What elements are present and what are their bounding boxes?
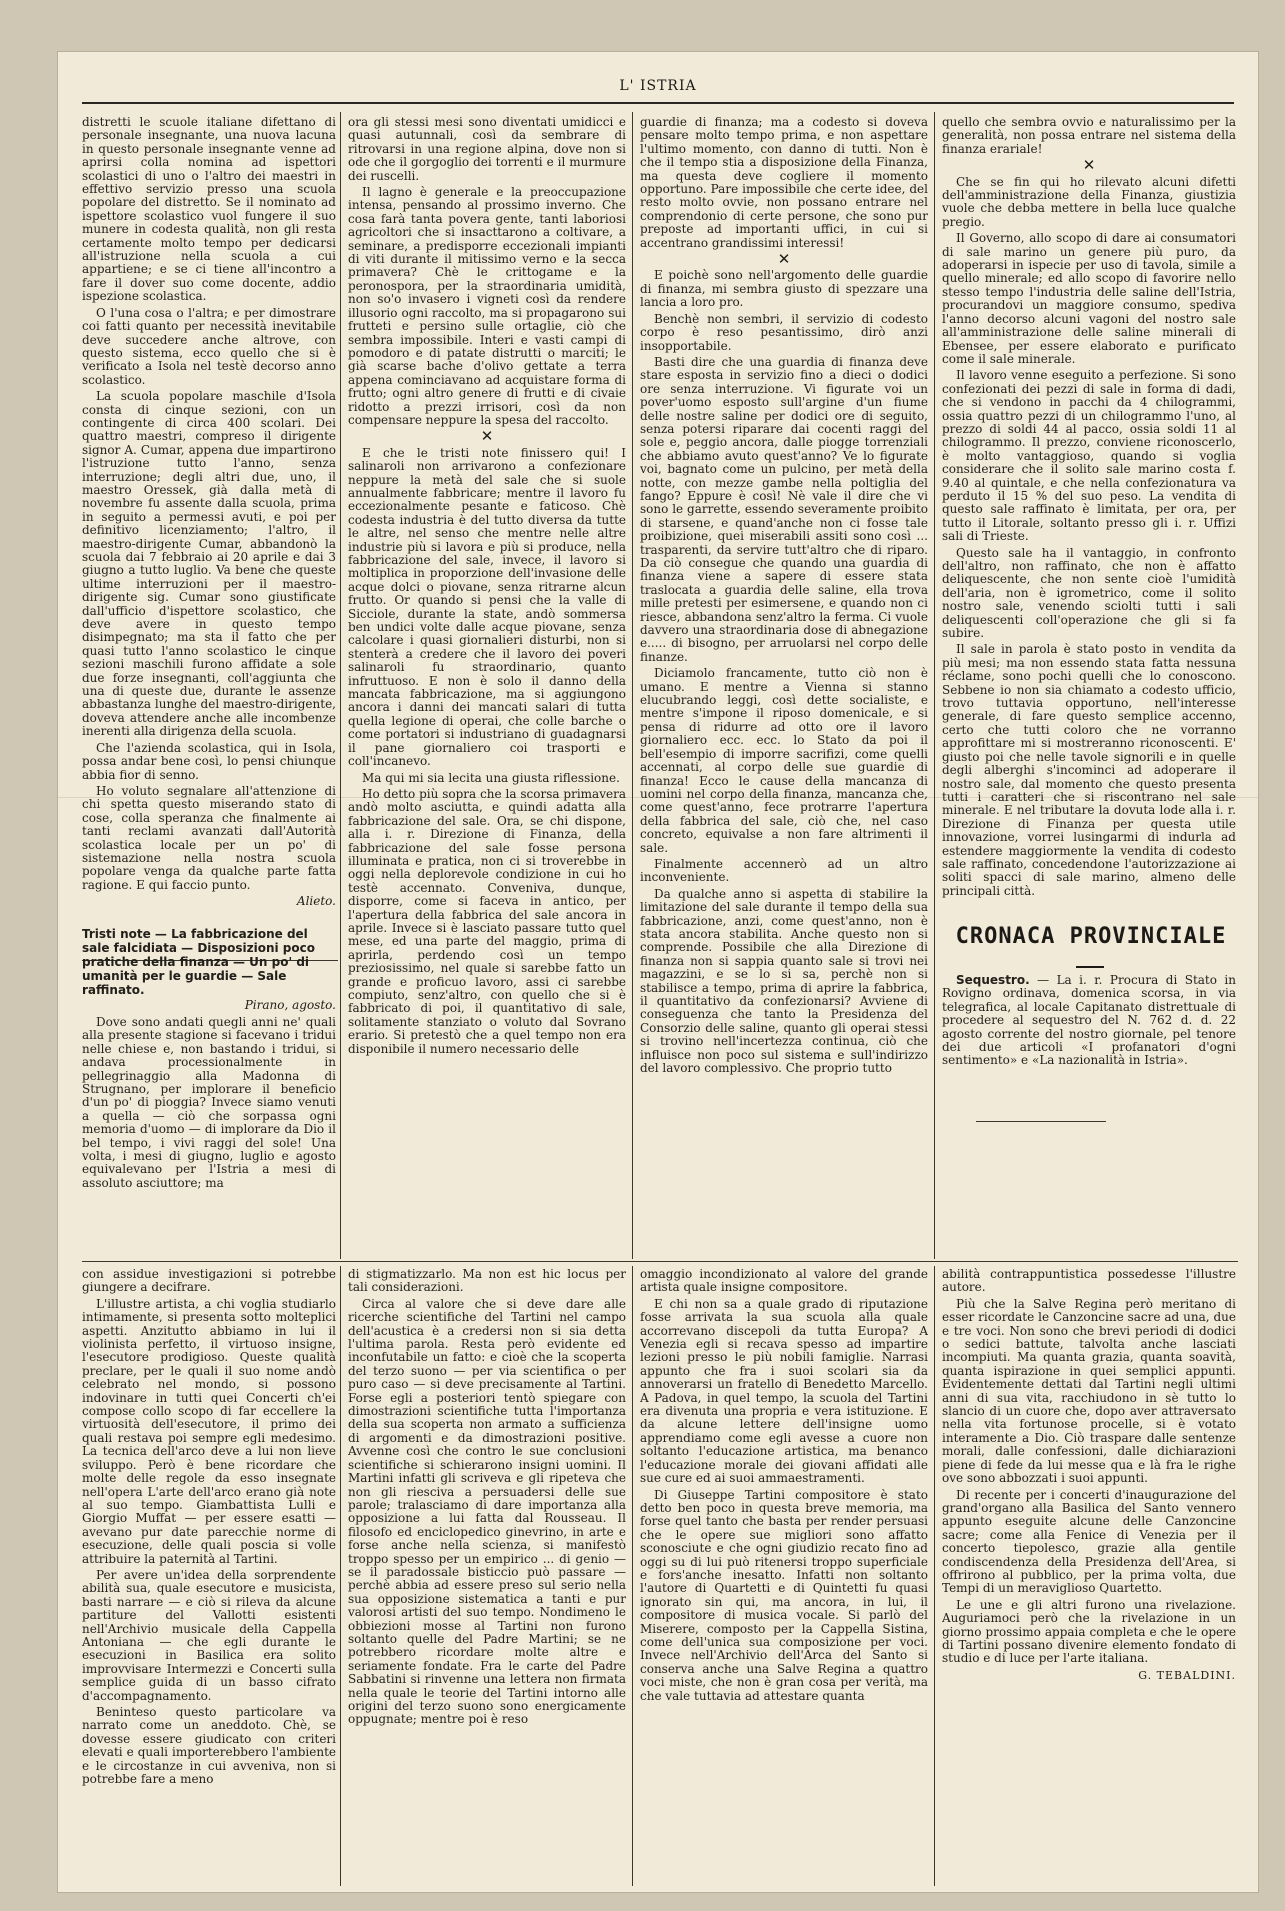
dateline: Pirano, agosto. xyxy=(244,997,336,1012)
paragraph: Da qualche anno si aspetta di stabilire la limitazione del sale durante il tempo della sua fabbricazione, anzi, come quest'anno, non è stata ancora stabilita. Anche questo non si comprende. Possibile che alla Direzione di finanza non si sappia quanto sale si trovi nei magazzini, e se lo si sa, perchè non si stabilisce a tempo, prima di aprire la fabbrica, il quantitativo da confezionarsi? Avviene di conseguenza che tanto la Presidenza del Consorzio delle saline, quanto gli operai stessi si trovino nell'incertezza continua, ciò che influisce non poco sul sistema e sull'indirizzo del lavoro complessivo. Che proprio tutto xyxy=(640,886,928,1076)
lower-column-3 xyxy=(640,1268,928,1886)
paragraph: Il lavoro venne eseguito a perfezione. Si sono confezionati dei pezzi di sale in forma di dadi, che si vendono in pacchi da 4 chilogrammi, ossia quattro pezzi di un chilogrammo l'uno, al prezzo di soldi 44 al pacco, ossia soldi 11 al chilogrammo. Il prezzo, conviene riconoscerlo, è molto vantaggioso, quando si voglia considerare che il solito sale marino costa f. 9.40 al quintale, e che nella confezionatura va perduto il 15 % del suo peso. La vendita di questo sale raffinato è limitata, per ora, per tutto il Litorale, soltanto presso gli i. r. Uffizi sali di Trieste. xyxy=(942,368,1236,544)
paragraph: quello che sembra ovvio e naturalissimo per la generalità, non possa entrare nel sistema della finanza erariale! xyxy=(942,116,1236,156)
paragraph: O l'una cosa o l'altra; e per dimostrare coi fatti quanto per necessità inevitabile deve succedere anche altrove, con questo sistema, ecco quello che si è verificato a Isola nel testè decorso anno scolastico. xyxy=(82,305,336,387)
paragraph: ora gli stessi mesi sono diventati umidicci e quasi autunnali, così da sembrare di ritrovarsi in una regione alpina, dove non si ode che il gorgoglio dei torrenti e il murmure dei ruscelli. xyxy=(348,116,626,183)
paragraph: Il Governo, allo scopo di dare ai consumatori di sale marino un genere più puro, da adoperarsi in ispecie per uso di tavola, simile a quello minerale; ed allo scopo di favorire nello stesso tempo l'industria delle saline dell'Istria, procurandovi un maggiore consumo, spediva l'anno decorso alcuni vagoni del nostro sale all'amministrazione delle saline minerali di Ebensee, per essere elaborato e purificato come il sale minerale. xyxy=(942,231,1236,366)
paragraph: Beninteso questo particolare va narrato come un aneddoto. Chè, se dovesse essere giudicato con criteri elevati e quali importerebbero l'ambiente e le circostanze in cui avveniva, non si potrebbe fare a meno xyxy=(82,1705,336,1787)
author-signature: Alieto. xyxy=(296,894,336,909)
paragraph: Finalmente accennerò ad un altro inconveniente. xyxy=(640,856,928,885)
paragraph: Ma qui mi sia lecita una giusta riflessione. xyxy=(362,770,620,785)
paragraph: Ho detto più sopra che la scorsa primavera andò molto asciutta, e quindi adatta alla fabbricazione del sale. Ora, se chi dispone, alla i. r. Direzione di Finanza, della fabbricazione del sale fosse persona illuminata e pratica, non ci si troverebbe in oggi nella deplorevole condizione in cui ho testè accennato. Conveniva, dunque, disporre, come si faceva in antico, per l'apertura della fabbrica del sale ancora in aprile. Invece si è lasciato passare tutto quel mese, ed una parte del maggio, prima di aprirla, perdendo così un tempo preziosissimo, nel quale si sarebbe fatto un grande e proficuo lavoro, assi ci sarebbe compiuto, senz'altro, con quello che si è fabbricato di poi, il quantitativo di sale, solitamente stanziato o voluto dal Sovrano erario. Si pretestò che a quel tempo non era disponibile il numero necessario delle xyxy=(348,786,626,1056)
newspaper-title: L' ISTRIA xyxy=(619,78,697,94)
paragraph: Di Giuseppe Tartini compositore è stato detto ben poco in questa breve memoria, ma forse quel tanto che basta per render persuasi che le opere sue migliori sono affatto sconosciute e che ogni giudizio recato fino ad oggi su di lui può ritenersi troppo superficiale e fors'anche inesatto. Infatti non soltanto l'autore di Quartetti e di Quintetti fu quasi ignorato sin qui, ma ancora, in lui, il compositore di musica vocale. Si parlò del Miserere, composto per la Cappella Sistina, come dell'unica sua composizione per voci. Invece nell'Archivio dell'Arca del Santo si conserva anche una Salve Regina a quattro voci miste, che non è gran cosa per verità, ma che vale tuttavia ad attestare quanta xyxy=(640,1487,928,1703)
separator-cross-icon: ✕ xyxy=(777,250,791,269)
paragraph: Il lagno è generale e la preoccupazione intensa, pensando al prossimo inverno. Che cosa farà tanta povera gente, tanti laboriosi agricoltori che si insacttarono a coltivare, a seminare, a predisporre eccezionali impianti di viti durante il mitissimo verno e la secca primavera? Chè le crittogame e la peronospora, per la straordinaria umidità, non so'o invasero i vigneti così da rendere illusorio ogni raccolto, ma si propagarono sui frutteti e persino sulle ortaglie, ciò che sembra impossibile. Interi e vasti campi di pomodoro e di patate distrutti o marciti; le già scarse bache d'olivo gettate a terra appena cominciavano ad acquistare forma di frutto; ogni altro genere di frutti e di civaie ridotto a prezzi irrisori, così da non compensare neppure la spesa del raccolto. xyxy=(348,185,626,427)
paragraph: L'illustre artista, a chi voglia studiarlo intimamente, si presenta sotto molteplici aspetti. Anzitutto abbiamo in lui il violinista perfetto, il virtuoso insigne, l'esecutore prodigioso. Queste qualità preclare, per le quali il suo nome andò celebrato nel mondo, si possono indovinare in tutti quei Concerti ch'ei compose collo scopo di far eccellere la virtuosità dell'esecutore, il primo dei quali restava poi sempre egli medesimo. La tecnica dell'arco deve a lui non lieve sviluppo. Però è bene ricordare che molte delle regole da esso insegnate nell'opera L'arte dell'arco erano già note al suo tempo. Giambattista Lulli e Giorgio Muffat — per essere esatti — avevano pur date parecchie norme di esecuzione, delle quali poscia si volle attribuire la paternità al Tartini. xyxy=(82,1296,336,1566)
column-rule xyxy=(632,112,633,1259)
paragraph: Diciamolo francamente, tutto ciò non è umano. E mentre a Vienna si stanno elucubrando leggi, così dette socialiste, e mentre s'impone il riposo domenicale, e si pensa di ridurre ad otto ore il lavoro giornaliero ecc. ecc. lo Stato da poi il bell'esempio di imporre sacrifizi, come quelli accennati, al corpo delle sue guardie di finanza! Ecco le cause della mancanza di uomini nel corpo della finanza, mancanza che, come quest'anno, fece protrarre l'apertura della fabbrica del sale, ciò che, nel caso concreto, equivalse a non fare altrimenti il sale. xyxy=(640,666,928,855)
column-3 xyxy=(640,116,928,1256)
paragraph: Dove sono andati quegli anni ne' quali alla presente stagione si facevano i tridui nelle chiese e, non bastando i tridui, si andava processionalmente in pellegrinaggio alla Madonna di Strugnano, per implorare il beneficio d'un po' di pioggia? Invece siamo venuti a quella — ciò che sorpassa ogni memoria d'uomo — di implorare da Dio il bel tempo, i vivi raggi del sole! Una volta, i mesi di giugno, luglio e agosto equivalevano per l'Istria a mesi di assoluto asciuttore; ma xyxy=(82,1014,336,1190)
sequestro-text: — La i. r. Procura di Stato in Rovigno ordinava, domenica scorsa, in via telegrafica, al locale Capitanato distrettuale di procedere al sequestro del N. 762 d. d. 22 agosto corrente del nostro giornale, pel tenore dei due articoli «I profanatori d'ogni sentimento» e «La nazionalità in Istria». xyxy=(942,974,1236,1068)
paragraph: E poichè sono nell'argomento delle guardie di finanza, mi sembra giusto di spezzare una lancia a loro pro. xyxy=(640,268,928,310)
section-title: CRONACA PROVINCIALE xyxy=(955,924,1227,949)
article-headline: Tristi note — La fabbricazione del sale falcidiata — Disposizioni poco pratiche della finanza — Un po' di umanità per le guardie — Sale raffinato. xyxy=(82,926,315,997)
sequestro-lead: Sequestro. xyxy=(956,974,1030,987)
paragraph: Circa al valore che si deve dare alle ricerche scientifiche del Tartini nel campo dell'acustica è a credersi non si sia detta l'ultima parola. Resta però evidente ed inconfutabile un fatto: e cioè che la scoperta del terzo suono — per via scientifica o per puro caso — si deve precisamente al Tartini. Forse egli a posteriori tentò spiegare con dimostrazioni scientifiche tutta l'importanza della sua scoperta non armato a sufficienza di argomenti e da dimostrazioni positive. Avvenne così che contro le sue conclusioni scientifiche si schierarono insigni uomini. Il Martini infatti gli scriveva e gli ripeteva che non gli riesciva a persuadersi delle sue parole; tralasciamo di dare importanza alla opposizione a lui fatta dal Rousseau. Il filosofo ed enciclopedico ginevrino, in arte e forse anche nella scienza, si manifestò troppo spesso per un empirico ... di genio — se il paradossale bisticcio può passare — perchè abbia ad essere preso sul serio nella sua opposizione sistematica a tanti e pur valorosi artisti del suo tempo. Nondimeno le obbiezioni mosse al Tartini non furono soltanto quelle del Padre Martini; se ne potrebbero ricordare molte altre e seriamente fondate. Fra le carte del Padre Sabbatini si rinvenne una lettera non firmata nella quale le teorie del Tartini intorno alle origini del terzo suono sono energicamente oppugnate; mentre poi è reso xyxy=(348,1296,626,1727)
column-1 xyxy=(82,116,336,1256)
paragraph: Le une e gli altri furono una rivelazione. Auguriamoci però che la rivelazione in un giorno prossimo appaia completa e che le opere di Tartini possano divenire elemento fondato di studio e di luce per l'arte italiana. xyxy=(942,1597,1236,1666)
column-rule xyxy=(340,1266,341,1886)
paragraph: con assidue investigazioni si potrebbe giungere a decifrare. xyxy=(82,1268,336,1295)
paragraph: Ho voluto segnalare all'attenzione di chi spetta questo miserando stato di cose, colla speranza che finalmente ai tanti reclami avanzati dall'Autorità scolastica locale per un po' di sistemazione nella nostra scuola popolare venga da qualche parte fatta ragione. E qui faccio punto. xyxy=(82,783,336,892)
separator-cross-icon: ✕ xyxy=(480,427,494,446)
paragraph: Che l'azienda scolastica, qui in Isola, possa andar bene così, lo pensi chiunque abbia fior di senno. xyxy=(82,740,336,782)
paragraph: E chi non sa a quale grado di riputazione fosse arrivata la sua scuola alla quale accorrevano discepoli da tutta Europa? A Venezia egli si recava spesso ad impartire lezioni presso le più nobili famiglie. Narrasi appunto che fra i suoi scolari sia da annoverarsi un fratello di Benedetto Marcello. A Padova, in quel tempo, la scuola del Tartini era divenuta una propria e vera istituzione. E da alcune lettere dell'insigne uomo apprendiamo come egli avesse a cuore non soltanto l'educazione artistica, ma benanco l'educazione morale dei giovani affidati alle sue cure ed ai suoi ammaestramenti. xyxy=(640,1296,928,1486)
column-rule xyxy=(632,1266,633,1886)
section-divider xyxy=(82,1261,1238,1262)
paragraph: Che se fin qui ho rilevato alcuni difetti dell'amministrazione della Finanza, giustizia vuole che debba mettere in bella luce qualche pregio. xyxy=(942,174,1236,229)
sequestro-article xyxy=(942,974,1236,1254)
paragraph: guardie di finanza; ma a codesto si doveva pensare molto tempo prima, e non aspettare l'ultimo momento, con danno di tutti. Non è che il tempo stia a disposizione della Finanza, ma questa deve cogliere il momento opportuno. Pare impossibile che certe idee, del resto molto ovvie, non possano entrare nel comprendonio di certe persone, che sono pur preposte ad importanti uffici, in cui si accentrano grandissimi interessi! xyxy=(640,116,928,250)
column-rule xyxy=(934,1266,935,1886)
paragraph: Di recente per i concerti d'inaugurazione del grand'organo alla Basilica del Santo vennero appunto eseguite alcune delle Canzoncine sacre; come alla Fenice di Venezia per il concerto tiepolesco, grazie alla gentile condiscendenza della Presidenza dell'Area, si offrirono al pubblico, per la prima volta, due Tempi di un meraviglioso Quartetto. xyxy=(942,1487,1236,1596)
column-4 xyxy=(942,116,1236,916)
paragraph: omaggio incondizionato al valore del grande artista quale insigne compositore. xyxy=(640,1268,928,1295)
paragraph: distretti le scuole italiane difettano di personale insegnante, una nuova lacuna in questo personale insegnante venne ad aprirsi colla nomina ad ispettori scolastici di uno o l'altro dei maestri in effettivo servizio presso una scuola popolare del distretto. Se il nominato ad ispettore scolastico vuol fungere il suo munere in codesta qualità, non gli resta certamente molto tempo per dedicarsi all'istruzione nella scuola a cui appartiene; e se ci tiene all'incontro a fare il dover suo come docente, addio ispezione scolastica. xyxy=(82,116,336,304)
column-rule xyxy=(340,112,341,1259)
paragraph: Basti dire che una guardia di finanza deve stare esposta in servizio fino a dieci o dodici ore senza interruzione. Vi figurate voi un pover'uomo esposto sull'argine d'un fiume delle nostre saline per dodici ore di seguito, senza potersi riparare dai cocenti raggi del sole e, peggio ancora, dalle piogge torrenziali che abbiamo avuto quest'anno? Ve lo figurate voi, bagnato come un pulcino, per metà della notte, con mezze gambe nella poltiglia del fango? Eppure è così! Nè vale il dire che vi sono le garrette, essendo severamente proibito di starsene, e quand'anche non ci fosse tale proibizione, quei miserabili assiti sono così ... trasparenti, da servire tutt'altro che di riparo. Da ciò consegue che quando una guardia di finanza viene a sapere di essere stata traslocata a guardia delle saline, ella trova mille pretesti per esimersene, e quando non ci riesce, abbandona senz'altro la ferma. Ci vuole davvero una straordinaria dose di abnegazione e..... di bisogno, per arruolarsi nel corpo delle finanze. xyxy=(640,354,928,664)
paragraph: La scuola popolare maschile d'Isola consta di cinque sezioni, con un contingente di circa 400 scolari. Dei quattro maestri, compreso il dirigente signor A. Cumar, appena due impartirono l'istruzione tutto l'anno, senza interruzione; degli altri due, uno, il maestro Oressek, già dalla metà di novembre fu assente dalla scuola, prima in seguito a permessi avuti, e poi per definitivo licenziamento; l'altro, il maestro-dirigente Cumar, abbandonò la scuola dai 7 febbraio ai 20 aprile e dai 3 giugno a tutto luglio. Va bene che queste ultime interruzioni per il maestro-dirigente sig. Cumar sono giustificate dall'ufficio d'ispettore scolastico, che deve avere in questo tempo disimpegnato; ma sta il fatto che per quasi tutto l'anno scolastico le cinque sezioni maschili furono affidate a sole due forze insegnanti, coll'aggiunta che una di queste due, durante le assenze abbastanza lunghe del maestro-dirigente, doveva attendere anche alle incombenze inerenti alla dirigenza della scuola. xyxy=(82,389,336,739)
column-rule xyxy=(934,112,935,1259)
paragraph: E che le tristi note finissero qui! I salinaroli non arrivarono a confezionare neppure la metà del sale che si suole annualmente fabbricare; mentre il lavoro fu eccezionalmente pesante e faticoso. Chè codesta industria è del tutto diversa da tutte le altre, nel senso che mentre nelle altre industrie più si lavora e più si produce, nella fabbricazione del sale, invece, il lavoro si moltiplica in proporzione dell'invasione delle acque dolci o piovane, senza ritrarne alcun frutto. Or quando si pensi che la valle di Sicciole, durante la state, andò sommersa ben undici volte dalle acque piovane, senza calcolare i quasi giornalieri disturbi, non si stenterà a credere che il lavoro dei poveri salinaroli fu straordinario, quanto infruttuoso. E non è solo il danno della mancata fabbricazione, ma si aggiungono ancora i danni dei mancati salari di tutta quella legione di operai, che colle barche o come portatori si industriano di guadagnarsi il pane giornaliero coi trasporti e coll'incanevo. xyxy=(348,445,626,769)
lower-column-4 xyxy=(942,1268,1236,1886)
paragraph: abilità contrappuntistica possedesse l'illustre autore. xyxy=(942,1268,1236,1295)
newspaper-page xyxy=(58,52,1258,1892)
paragraph: Questo sale ha il vantaggio, in confronto dell'altro, non raffinato, che non è affatto deliquescente, che non sente cioè l'umidità dell'aria, non è igrometrico, come il solito nostro sale, venendo sciolti tutti i sali deliquescenti coll'operazione che gli si fa subire. xyxy=(942,545,1236,641)
lower-column-1 xyxy=(82,1268,336,1886)
paragraph: Benchè non sembri, il servizio di codesto corpo è reso pesantissimo, dirò anzi insopportabile. xyxy=(640,311,928,353)
lower-column-2 xyxy=(348,1268,626,1886)
paragraph: Più che la Salve Regina però meritano di esser ricordate le Canzoncine sacre ad una, due e tre voci. Non sono che brevi periodi di dodici o sedici battute, talvolta anche lasciati incompiuti. Ma quanta grazia, quanta soavità, quanta ispirazione in quei semplici appunti. Evidentemente dettati dal Tartini negli ultimi anni di sua vita, racchiudono in sè tutto lo slancio di un cuore che, dopo aver attraversato nella vita fortunose procelle, si è votato interamente a Dio. Ciò traspare dalle sentenze morali, dalle confessioni, dalle dichiarazioni piene di fede da lui messe qua e là fra le righe ove sono abbozzati i suoi appunti. xyxy=(942,1296,1236,1486)
author-signature: G. TEBALDINI. xyxy=(1138,1668,1236,1682)
paragraph: Per avere un'idea della sorprendente abilità sua, quale esecutore e musicista, basti narrare — e ciò si rileva da alcune partiture del Vallotti esistenti nell'Archivio musicale della Cappella Antoniana — che egli durante le esecuzioni in Basilica era solito improvvisare Intermezzi e Concerti sulla semplice guida di un basso cifrato d'accompagnamento. xyxy=(82,1567,336,1703)
paragraph: Il sale in parola è stato posto in vendita da più mesi; ma non essendo stata fatta nessuna réclame, sono pochi quelli che lo conoscono. Sebbene io non sia chiamato a codesto ufficio, trovo tuttavia opportuno, nell'interesse generale, di fare questo semplice accenno, certo che tutti coloro che ne vorranno approfittare mi si mostreranno riconoscenti. E' giusto poi che nelle tavole signorili e in quelle degli alberghi s'incominci ad adoperare il nostro sale, dal momento che questo presenta tutti i caratteri che si riscontrano nel sale minerale. E nel tributare la dovuta lode alla i. r. Direzione di Finanza per questa utile innovazione, vorrei lusingarmi di indurla ad estendere maggiormente la vendita di codesto sale raffinato, concedendone l'autorizzazione ai soliti spacci di sale marino, almeno delle principali città. xyxy=(942,642,1236,898)
column-2 xyxy=(348,116,626,1256)
paragraph: di stigmatizzarlo. Ma non est hic locus per tali considerazioni. xyxy=(348,1268,626,1295)
separator-cross-icon: ✕ xyxy=(1082,156,1096,175)
masthead xyxy=(82,76,1234,104)
section-title-underline xyxy=(1076,966,1104,968)
